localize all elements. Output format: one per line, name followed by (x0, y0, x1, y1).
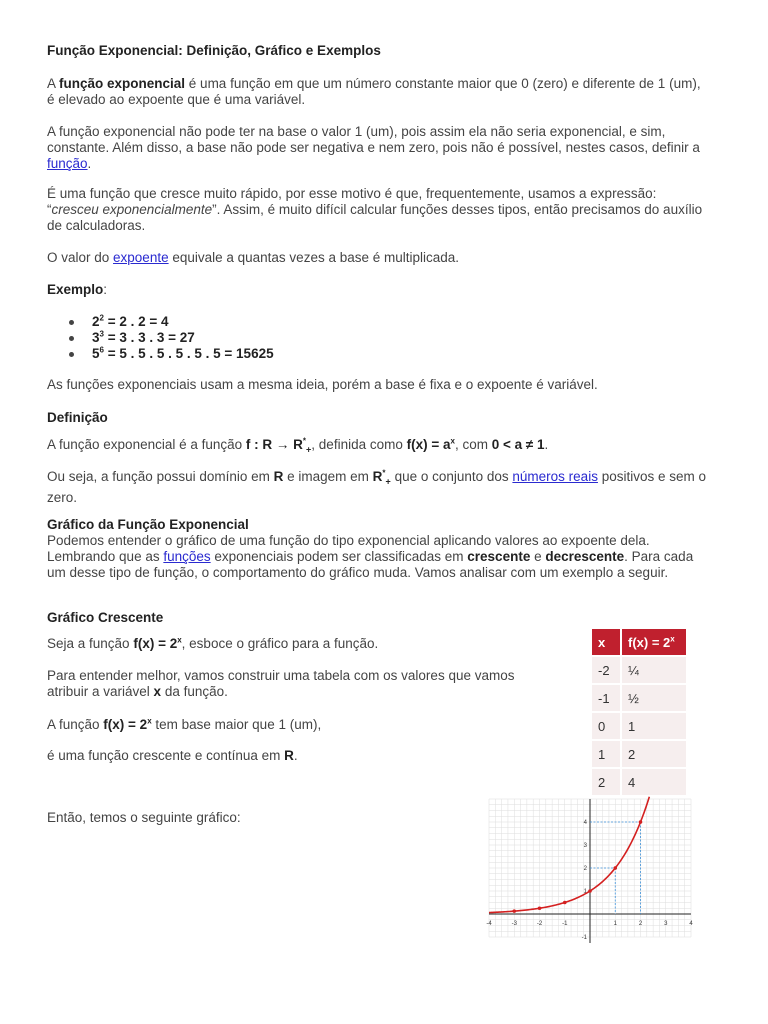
y-tick-label: -1 (581, 935, 587, 941)
table-header-fx: $f(x) = 2^x$ (622, 629, 686, 655)
x-tick-label: -2 (536, 921, 543, 927)
data-point (538, 906, 542, 910)
data-point (588, 889, 592, 893)
paragraph-same-idea: As funções exponenciais usam a mesma ideia, porém a base é fixa e o expoente é variável. (47, 377, 598, 392)
x-tick-label: -3 (511, 921, 517, 927)
x-tick-label: -4 (486, 921, 492, 927)
bullet-icon (69, 320, 74, 325)
crescente-line-2: Para entender melhor, vamos construir uma tabela com os valores que vamos atribuir a variável x da função. (47, 668, 515, 699)
intro-bold: função exponencial (59, 76, 186, 91)
x-tick-label: -1 (562, 921, 568, 927)
table-row: -2 ¼ (592, 657, 686, 683)
link-funcoes[interactable]: funções (163, 549, 211, 564)
table-row: 2 4 (592, 769, 686, 795)
list-item: $5^6 = 5$ . 5 . 5 . 5 . 5 . 5 = 15625 (47, 346, 274, 362)
paragraph-definicao: A função exponencial é a função f : $R \to R^*_+$, definida como $f(x) = a^x$, com 0 < a ≠ 1. (47, 436, 549, 455)
bullet-icon (69, 336, 74, 341)
values-table (590, 627, 688, 797)
data-point (613, 866, 617, 870)
crescente-line-5: Então, temos o seguinte gráfico: (47, 810, 241, 825)
y-tick-label: 4 (583, 820, 587, 826)
heading-grafico: Gráfico da Função Exponencial (47, 517, 249, 532)
link-numeros-reais[interactable]: números reais (512, 469, 598, 484)
data-point (512, 909, 516, 913)
intro-paragraph (47, 76, 707, 108)
examples-list (47, 314, 274, 362)
paragraph-dominio: Ou seja, a função possui domínio em R e imagem em $R^*_+$ que o conjunto dos números reais positivos e sem o zero. (47, 468, 706, 505)
y-tick-label: 3 (583, 843, 587, 849)
paragraph-expoente (47, 250, 707, 266)
x-tick-label: 2 (638, 921, 643, 927)
y-tick-label: 1 (583, 889, 587, 895)
p3-italic: cresceu exponencialmente (51, 202, 213, 217)
bullet-icon (69, 352, 74, 357)
paragraph-base (47, 124, 707, 172)
p2-text: A função exponencial não pode ter na base o valor 1 (um), pois assim ela não seria exponencial, e sim, constante. Além disso, a base não pode ser negativa e nem zero, pois não é possível, nestes casos, definir a (47, 124, 700, 155)
crescente-line-3: A função $f(x) = 2^x$ tem base maior que 1 (um), (47, 716, 322, 732)
paragraph-grafico: Podemos entender o gráfico de uma função do tipo exponencial aplicando valores ao expoente dela. Lembrando que as funções exponenciais podem ser classificadas em crescente e decrescente. Para cada um desse tipo de função, o comportamento do gráfico muda. Vamos analisar com um exemplo a seguir. (47, 533, 694, 580)
list-item: $2^2 = 2$ . 2 = 4 (47, 314, 274, 330)
exponential-graph (487, 797, 693, 945)
exemplo-label (47, 282, 707, 298)
intro-pre: A (47, 76, 60, 91)
page-title: Função Exponencial: Definição, Gráfico e Exemplos (47, 43, 381, 58)
heading-crescente: Gráfico Crescente (47, 610, 164, 625)
p4-pre: O valor do (47, 250, 114, 265)
list-item: $3^3 = 3$ . 3 . 3 = 27 (47, 330, 274, 346)
table-row: 1 2 (592, 741, 686, 767)
table-header-row (592, 629, 686, 655)
table-row: -1 ½ (592, 685, 686, 711)
paragraph-growth (47, 186, 707, 234)
intro-post: é uma função em que um número constante maior que 0 (zero) e diferente de 1 (um), é elevado ao expoente que é uma variável. (47, 76, 701, 107)
link-funcao[interactable]: função (47, 156, 88, 171)
p3-pre: É uma função que cresce muito rápido, por esse motivo é que, frequentemente, usamos a expressão: “ (47, 186, 657, 217)
table-header-x: x (592, 629, 620, 655)
exemplo-bold: Exemplo (47, 282, 104, 297)
x-tick-label: 1 (613, 921, 617, 927)
crescente-line-1: Seja a função $f(x) = 2^x$, esboce o gráfico para a função. (47, 635, 379, 651)
x-tick-label: 3 (664, 921, 668, 927)
y-tick-label: 2 (583, 866, 587, 872)
p2-end: . (87, 156, 92, 171)
data-point (639, 820, 643, 824)
link-expoente[interactable]: expoente (113, 250, 169, 265)
table-row: 0 1 (592, 713, 686, 739)
exemplo-colon: : (103, 282, 108, 297)
p3-post: ”. Assim, é muito difícil calcular funções desses tipos, então precisamos do auxílio de calculadoras. (47, 202, 703, 233)
p4-post: equivale a quantas vezes a base é multiplicada. (168, 250, 460, 265)
heading-definicao: Definição (47, 410, 108, 425)
x-tick-label: 4 (689, 921, 693, 927)
data-point (563, 901, 567, 905)
crescente-line-4: é uma função crescente e contínua em R. (47, 748, 298, 763)
